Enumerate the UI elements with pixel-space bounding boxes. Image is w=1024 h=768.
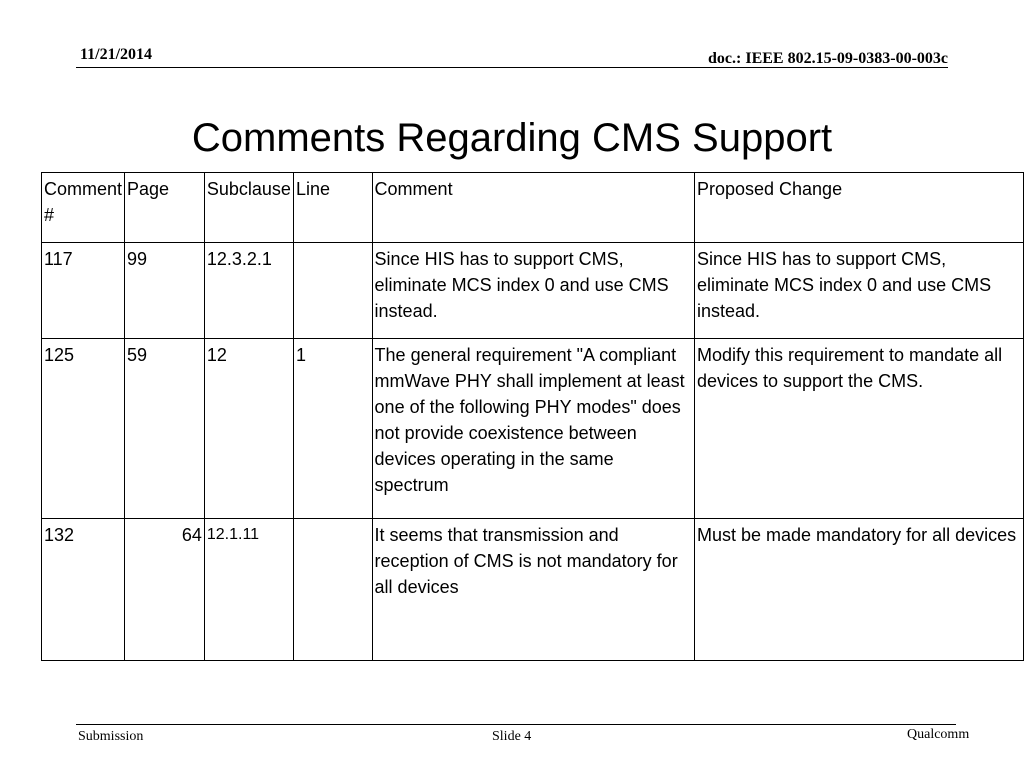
slide-title: Comments Regarding CMS Support [191, 116, 833, 160]
header-rule [76, 67, 948, 68]
cell-comment: The general requirement "A compliant mmWave PHY shall implement at least one of the following PHY modes" does not provide coexistence between devices operating in the same spectrum [372, 339, 694, 519]
cell-subclause: 12 [204, 339, 293, 519]
cell-page: 59 [125, 339, 205, 519]
header-cell-comment: Comment [372, 173, 694, 243]
cell-page: 64 [125, 519, 205, 661]
table-row [42, 519, 1024, 661]
header-cell-line: Line [293, 173, 372, 243]
cell-comment-number: 132 [42, 519, 125, 661]
cell-page: 99 [125, 243, 205, 339]
table-row [42, 243, 1024, 339]
footer-rule [76, 724, 956, 725]
header-doc-id: doc.: IEEE 802.15-09-0383-00-003c [708, 50, 948, 67]
header-date: 11/21/2014 [80, 46, 153, 63]
header-cell-comment-number: Comment # [42, 173, 125, 243]
comments-table [41, 172, 1024, 661]
cell-subclause: 12.1.11 [204, 519, 293, 661]
cell-comment: It seems that transmission and reception of CMS is not mandatory for all devices [372, 519, 694, 661]
cell-proposed-change: Must be made mandatory for all devices [694, 519, 1023, 661]
table-row [42, 339, 1024, 519]
slide-number: Slide 4 [492, 729, 532, 744]
cell-line [293, 519, 372, 661]
header-cell-proposed-change: Proposed Change [694, 173, 1023, 243]
cell-comment-number: 125 [42, 339, 125, 519]
cell-subclause: 12.3.2.1 [204, 243, 293, 339]
cell-comment-number: 117 [42, 243, 125, 339]
cell-line [293, 243, 372, 339]
cell-comment: Since HIS has to support CMS, eliminate MCS index 0 and use CMS instead. [372, 243, 694, 339]
cell-proposed-change: Since HIS has to support CMS, eliminate MCS index 0 and use CMS instead. [694, 243, 1023, 339]
cell-proposed-change: Modify this requirement to mandate all devices to support the CMS. [694, 339, 1023, 519]
cell-line: 1 [293, 339, 372, 519]
footer-submission: Submission [78, 729, 144, 744]
footer-company: Qualcomm [907, 727, 970, 742]
header-cell-subclause: Subclause [204, 173, 293, 243]
table-header-row [42, 173, 1024, 243]
header-cell-page: Page [125, 173, 205, 243]
